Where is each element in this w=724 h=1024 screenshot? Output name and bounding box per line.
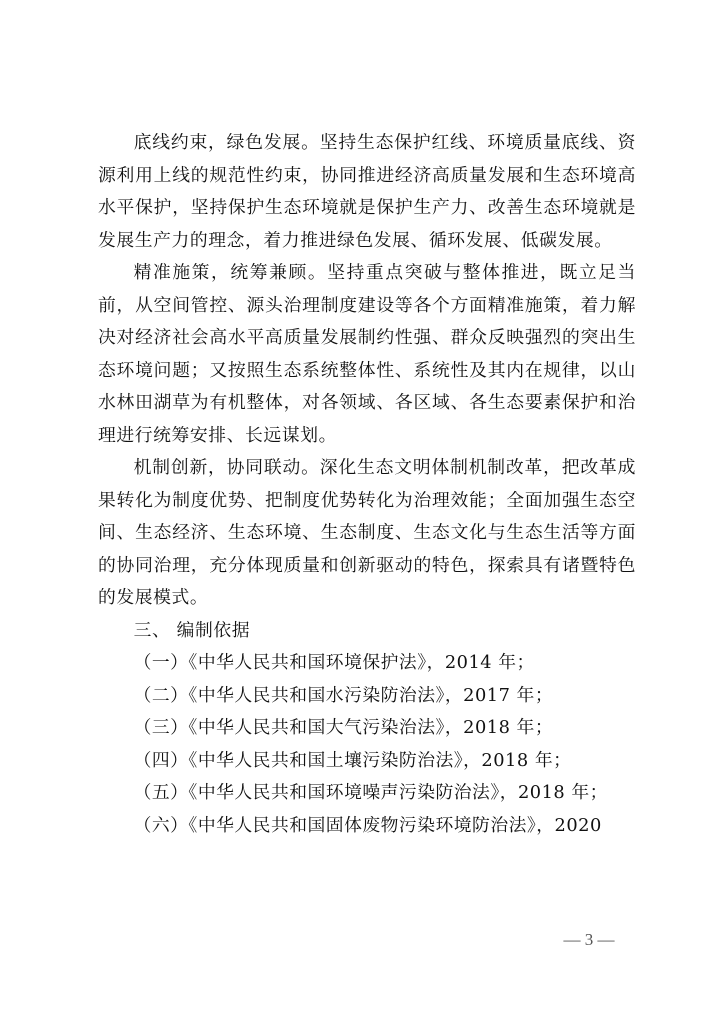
basis-item: （四）《中华人民共和国土壤污染防治法》，2018 年； bbox=[133, 749, 572, 771]
basis-item: （二）《中华人民共和国水污染防治法》，2017 年； bbox=[133, 684, 554, 706]
page-number: — 3 — bbox=[563, 930, 615, 949]
basis-item: （一）《中华人民共和国环境保护法》，2014 年； bbox=[133, 652, 535, 673]
paragraph-lead: 底线约束，绿色发展。 bbox=[133, 132, 320, 153]
paragraph-bottom-line bbox=[98, 127, 636, 257]
paragraph-text: 深化生态文明体制机制改革，把改革成果转化为制度优势、把制度优势转化为治理效能；全面加强生态空间、生态经济、生态环境、生态制度、生态文化与生态生活等方面的协同治理，充分体现质量和创新驱动的特色，探索具有诸暨特色的发展模式。 bbox=[98, 457, 636, 608]
basis-item: （三）《中华人民共和国大气污染治法》，2018 年； bbox=[133, 717, 554, 738]
paragraph-text: 坚持生态保护红线、环境质量底线、资源利用上线的规范性约束，协同推进经济高质量发展和生态环境高水平保护，坚持保护生态环境就是保护生产力、改善生态环境就是发展生产力的理念，着力推进绿色发展、循环发展、低碳发展。 bbox=[98, 132, 636, 251]
basis-item: （六）《中华人民共和国固体废物污染环境防治法》，2020 bbox=[133, 814, 602, 836]
basis-item: （五）《中华人民共和国环境噪声污染防治法》，2018 年； bbox=[133, 782, 608, 803]
page-content bbox=[98, 127, 636, 842]
paragraph-mechanism-innovation bbox=[98, 452, 636, 615]
paragraph-lead: 精准施策，统筹兼顾。 bbox=[133, 262, 328, 283]
paragraph-text: 坚持重点突破与整体推进，既立足当前，从空间管控、源头治理制度建设等各个方面精准施策，着力解决对经济社会高水平高质量发展制约性强、群众反映强烈的突出生态环境问题；又按照生态系统整体性、系统性及其内在规律，以山水林田湖草为有机整体，对各领域、各区域、各生态要素保护和治理进行统筹安排、长远谋划。 bbox=[98, 262, 636, 446]
paragraph-precise-policy bbox=[98, 257, 636, 452]
section-heading: 三、 编制依据 bbox=[133, 619, 251, 641]
paragraph-lead: 机制创新，协同联动。 bbox=[133, 457, 320, 478]
